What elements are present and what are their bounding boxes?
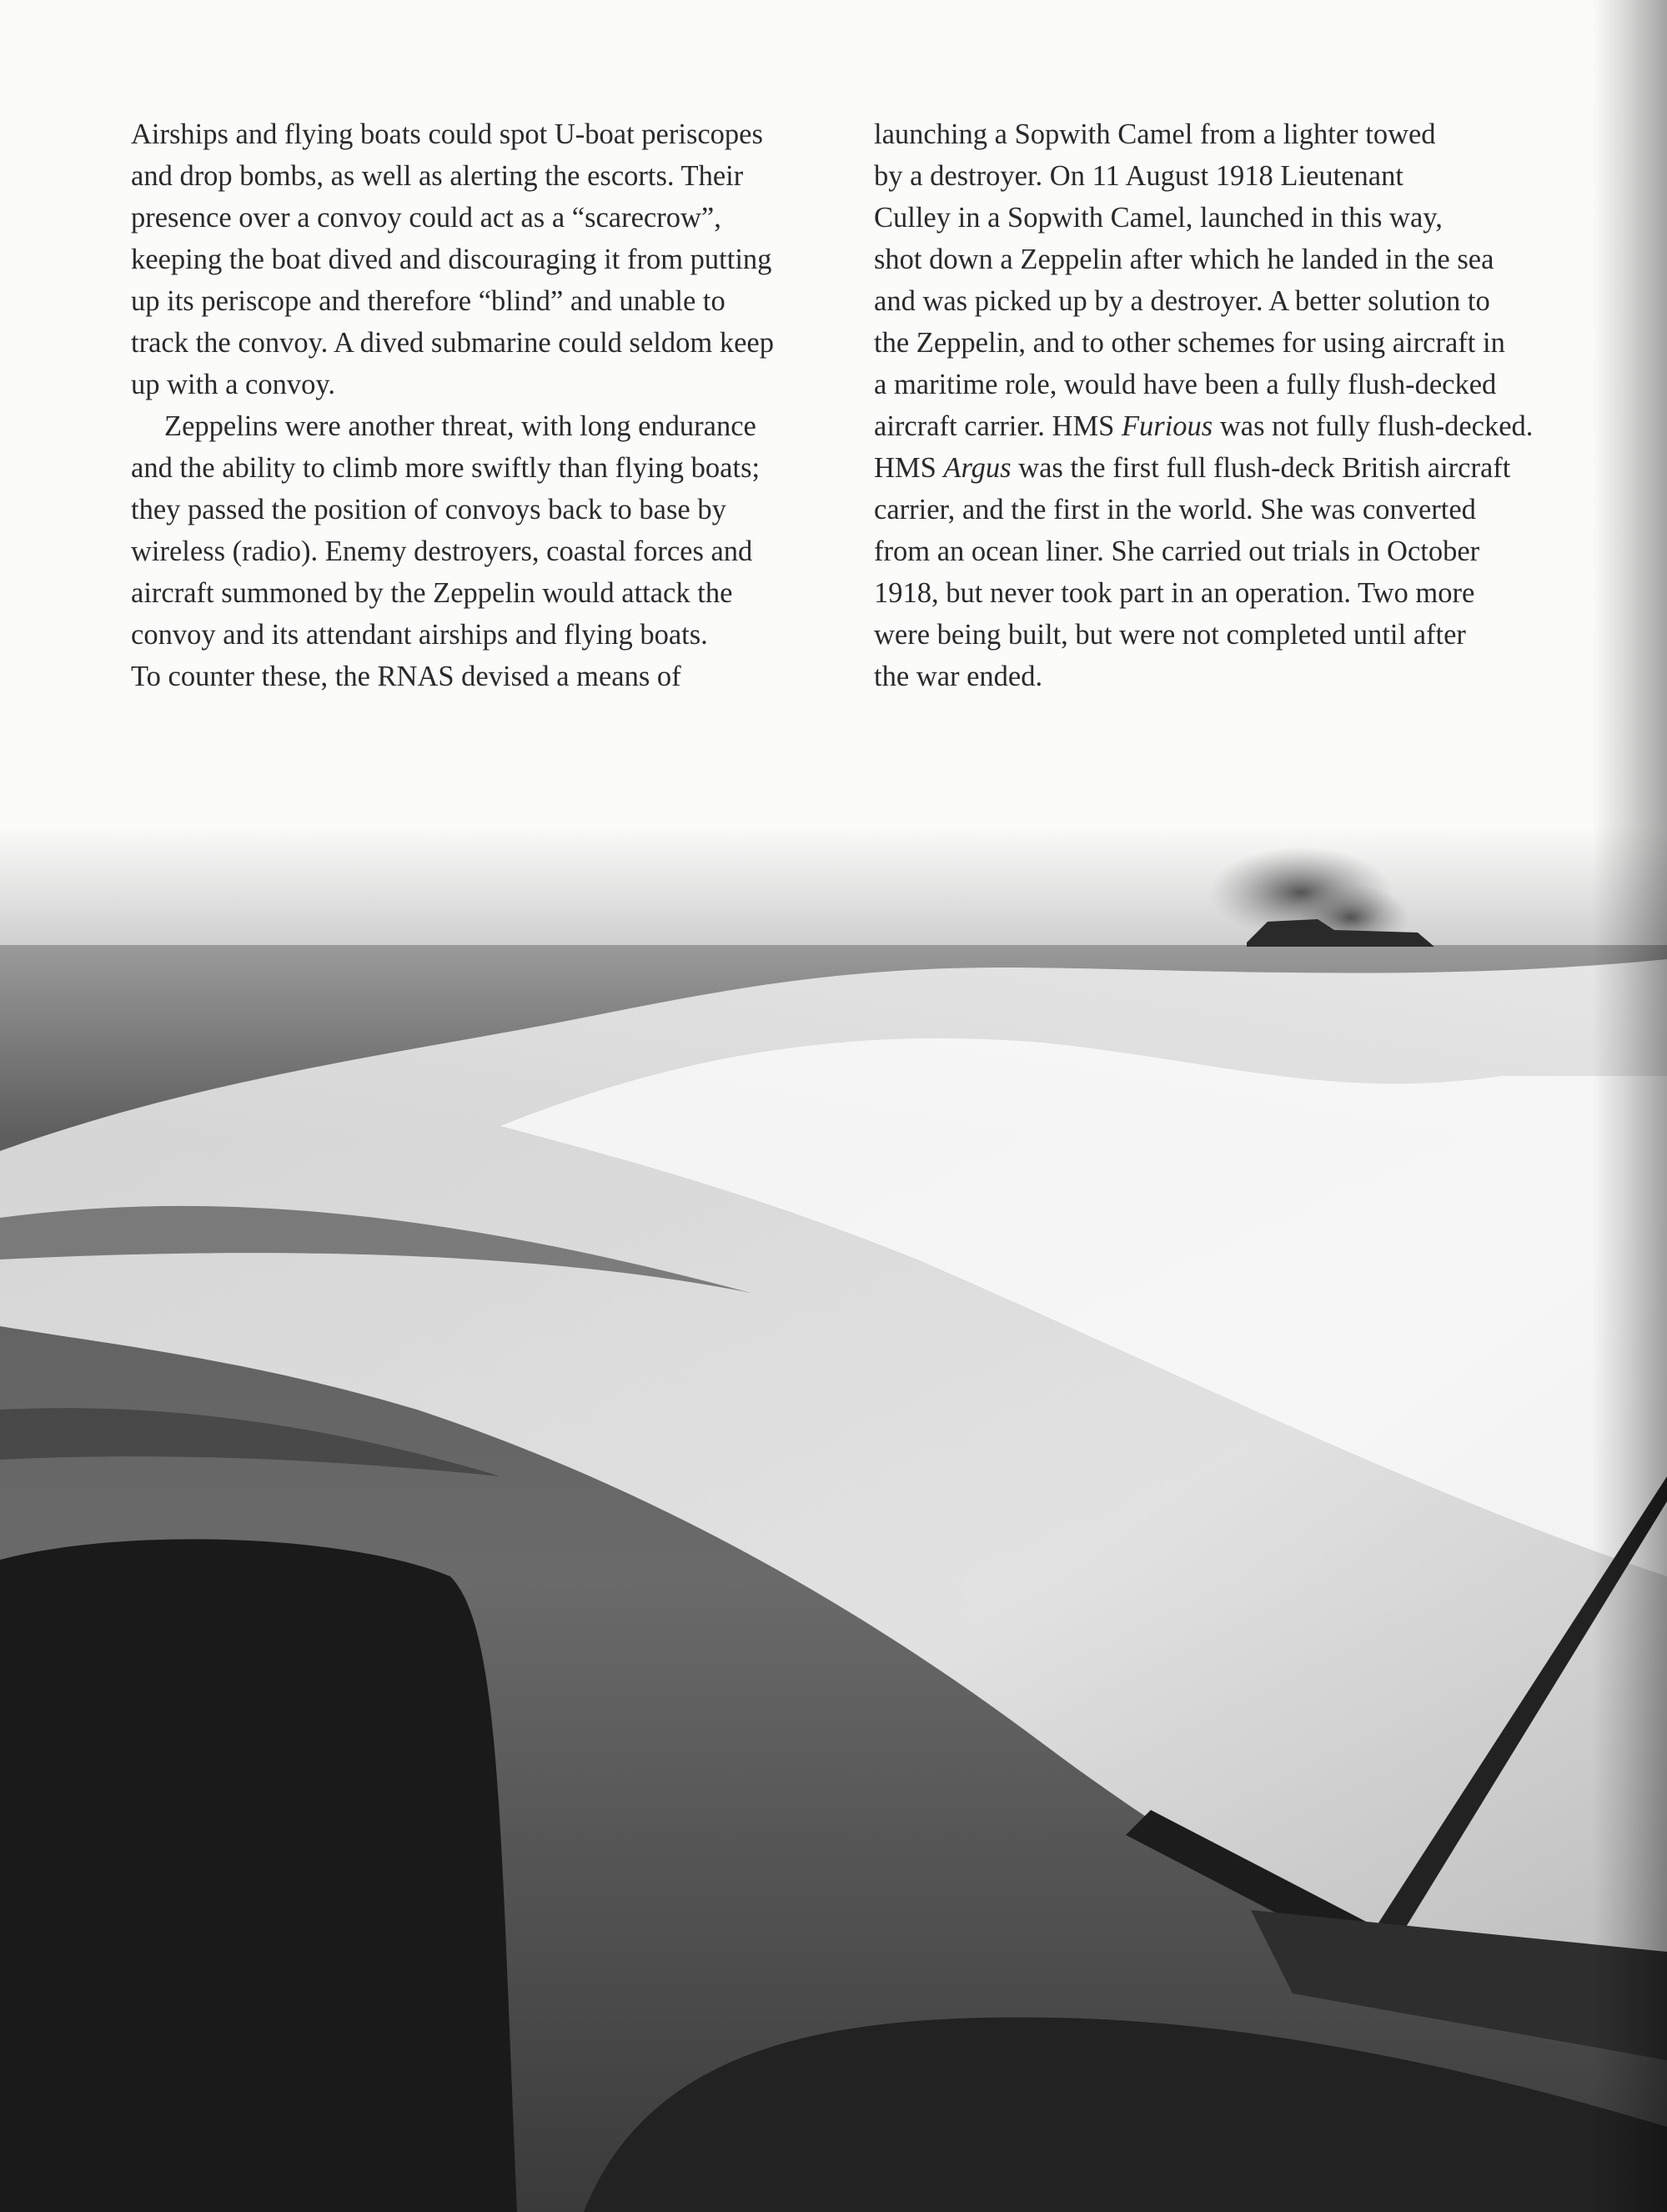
- text-segment: and the ability to climb more swiftly than flying boats;: [131, 452, 761, 484]
- ship-name-italic: Furious: [1121, 410, 1213, 442]
- text-segment: HMS: [874, 452, 944, 484]
- text-segment: aircraft carrier. HMS: [874, 410, 1122, 442]
- text-line: [131, 322, 815, 364]
- text-line: [874, 572, 1574, 614]
- text-line: [131, 489, 815, 530]
- text-segment: up with a convoy.: [131, 369, 335, 400]
- text-segment: a maritime role, would have been a fully flush-decked: [874, 369, 1497, 400]
- text-segment: presence over a convoy could act as a “scarecrow”,: [131, 202, 721, 234]
- text-line: [874, 322, 1574, 364]
- text-line: [874, 239, 1574, 280]
- text-segment: Zeppelins were another threat, with long endurance: [164, 410, 756, 442]
- text-segment: Airships and flying boats could spot U-boat periscopes: [131, 118, 763, 150]
- page-gutter-shadow: [1592, 0, 1667, 2212]
- text-line: [874, 197, 1574, 239]
- ship-name-italic: Argus: [943, 452, 1012, 484]
- text-line: [131, 572, 815, 614]
- text-segment: convoy and its attendant airships and flying boats.: [131, 619, 708, 651]
- text-line: [874, 614, 1574, 656]
- text-segment: by a destroyer. On 11 August 1918 Lieutenant: [874, 160, 1403, 192]
- text-line: [874, 489, 1574, 530]
- text-line: [874, 656, 1574, 697]
- text-segment: To counter these, the RNAS devised a means of: [131, 661, 681, 692]
- sea-photograph: [0, 826, 1667, 2212]
- text-segment: Culley in a Sopwith Camel, launched in this way,: [874, 202, 1443, 234]
- text-line: [874, 364, 1574, 405]
- text-segment: wireless (radio). Enemy destroyers, coastal forces and: [131, 535, 753, 567]
- text-segment: track the convoy. A dived submarine could seldom keep: [131, 327, 774, 359]
- left-text-column: [131, 113, 815, 697]
- text-segment: from an ocean liner. She carried out trials in October: [874, 535, 1480, 567]
- text-segment: up its periscope and therefore “blind” and unable to: [131, 285, 726, 317]
- text-segment: were being built, but were not completed until after: [874, 619, 1466, 651]
- text-line: [874, 530, 1574, 572]
- text-line: [874, 280, 1574, 322]
- text-segment: and was picked up by a destroyer. A better solution to: [874, 285, 1490, 317]
- text-segment: aircraft summoned by the Zeppelin would attack the: [131, 577, 733, 609]
- text-segment: the war ended.: [874, 661, 1043, 692]
- text-line: [131, 155, 815, 197]
- text-line: [131, 656, 815, 697]
- text-line: [874, 155, 1574, 197]
- text-segment: was the first full flush-deck British aircraft: [1011, 452, 1511, 484]
- text-line: [874, 405, 1574, 447]
- text-line: [131, 530, 815, 572]
- text-segment: was not fully flush-decked.: [1213, 410, 1534, 442]
- text-line: [131, 197, 815, 239]
- text-segment: shot down a Zeppelin after which he landed in the sea: [874, 244, 1494, 275]
- text-line: [131, 364, 815, 405]
- text-line: [131, 447, 815, 489]
- text-line: [131, 280, 815, 322]
- text-segment: launching a Sopwith Camel from a lighter towed: [874, 118, 1436, 150]
- right-text-column: [874, 113, 1574, 697]
- text-segment: and drop bombs, as well as alerting the escorts. Their: [131, 160, 744, 192]
- text-segment: 1918, but never took part in an operation. Two more: [874, 577, 1475, 609]
- text-line: [874, 447, 1574, 489]
- text-line: [131, 239, 815, 280]
- text-line: [131, 614, 815, 656]
- text-segment: keeping the boat dived and discouraging it from putting: [131, 244, 772, 275]
- text-line: [131, 405, 815, 447]
- text-segment: carrier, and the first in the world. She was converted: [874, 494, 1476, 525]
- text-segment: they passed the position of convoys back to base by: [131, 494, 726, 525]
- text-segment: the Zeppelin, and to other schemes for using aircraft in: [874, 327, 1505, 359]
- text-line: [874, 113, 1574, 155]
- text-line: [131, 113, 815, 155]
